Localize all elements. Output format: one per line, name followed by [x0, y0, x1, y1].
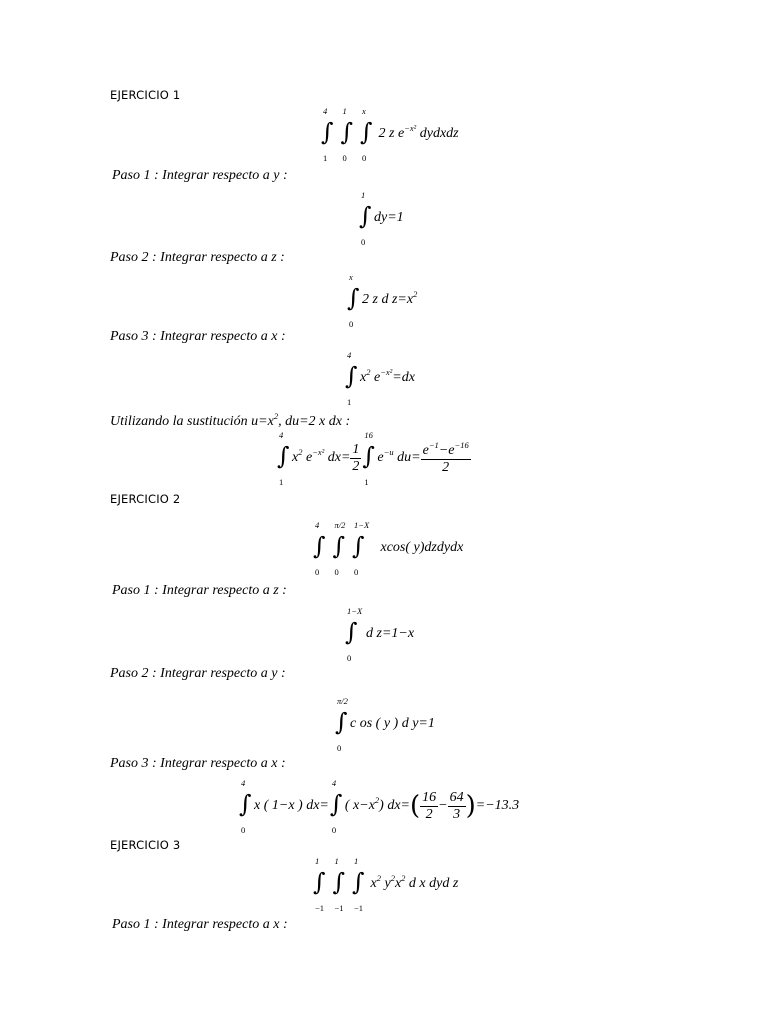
- fraction: $\frac{1}{2}$: [352, 441, 360, 474]
- integral-sign: 1 ∫ 0: [340, 106, 354, 163]
- fraction: $\frac{16}{2}$: [422, 789, 437, 822]
- integral-sign: 1−X ∫ 0: [352, 520, 370, 577]
- integral-sign: 4 ∫ 1: [345, 350, 358, 407]
- ex2-triple-integral: [312, 520, 464, 577]
- integral-sign: 16 ∫ 1: [362, 430, 375, 487]
- ex3-triple-integral: 1 ∫ −1 1 ∫ −1 1 ∫ −1 $x^2$ $y^2x^2$ d x dyd z: [313, 856, 459, 913]
- ex1-eq-3: 4 ∫ 1 $x^2$ $e^{-x^2}=dx$: [345, 350, 415, 407]
- ex1-eq-2: x ∫ 0 2 z d $z=x^2$: [347, 272, 418, 329]
- ex3-step-1: Paso 1 : Integrar respecto a x :: [112, 917, 288, 932]
- integral-sign: π/2 ∫ 0: [332, 520, 346, 577]
- integral-sign: 4 ∫ 0: [329, 778, 343, 835]
- integral-sign: 4 ∫ 1: [277, 430, 290, 487]
- ex1-eq-4: 4 ∫ 1 $x^2$ $e^{-x^2}$ dx= $\frac{1}{2}$ 16 ∫ 1 $e^{-u}$ du= $\frac{e^{-1}-e^{-16}}{2}$: [277, 430, 469, 487]
- ex1-eq-1: 1 ∫ 0 dy=1: [359, 190, 404, 247]
- integral-sign: 1 ∫ −1: [352, 856, 365, 913]
- ex1-step-2: Paso 2 : Integrar respecto a z :: [110, 250, 285, 265]
- exponent: −x²: [404, 123, 417, 134]
- integral-sign: π/2 ∫ 0: [335, 696, 348, 753]
- ex1-triple-integral: [320, 106, 459, 163]
- ex1-step-3: Paso 3 : Integrar respecto a x :: [110, 329, 286, 344]
- integral-sign: 4 ∫ 1: [321, 106, 334, 163]
- ex2-eq-3: 4 ∫ 0 x ( 1−x ) dx= 4 ∫ 0 ( $x-x^2$) dx=( $\frac{16}{2}$ − $\frac{64}{3}$ )=−13.3: [239, 778, 520, 835]
- ex2-step-3: Paso 3 : Integrar respecto a x :: [110, 756, 286, 771]
- fraction: $\frac{64}{3}$: [449, 789, 464, 822]
- integrand: xcos( y)dzdydx: [380, 540, 464, 556]
- integral-sign: 4 ∫ 0: [239, 778, 252, 835]
- ex2-eq-1: 1−X ∫ 0 d z=1−x: [345, 606, 415, 663]
- exercise-3-heading: EJERCICIO 3: [110, 838, 181, 852]
- integral-sign: 1 ∫ −1: [332, 856, 346, 913]
- integral-sign: 1 ∫ 0: [359, 190, 372, 247]
- fraction: $\frac{e^{-1}-e^{-16}}{2}$: [422, 440, 469, 475]
- exercise-1-heading: EJERCICIO 1: [110, 88, 181, 102]
- ex1-substitution: Utilizando la sustitución $u=x^2$, du=2 x dx :: [110, 411, 351, 429]
- ex2-step-1: Paso 1 : Integrar respecto a z :: [112, 583, 287, 598]
- exercise-2-heading: EJERCICIO 2: [110, 492, 181, 506]
- differentials: dydxdz: [419, 126, 459, 142]
- integral-sign: x ∫ 0: [347, 272, 360, 329]
- ex2-step-2: Paso 2 : Integrar respecto a y :: [110, 666, 286, 681]
- ex1-step-1: Paso 1 : Integrar respecto a y :: [112, 168, 288, 183]
- integral-sign: 4 ∫ 0: [313, 520, 326, 577]
- ex2-eq-2: π/2 ∫ 0 c os ( y ) d y=1: [335, 696, 435, 753]
- integral-sign: 1 ∫ −1: [313, 856, 326, 913]
- integral-sign: 1−X ∫ 0: [345, 606, 363, 663]
- integrand: 2 z e: [378, 126, 405, 142]
- integral-sign: x ∫ 0: [360, 106, 373, 163]
